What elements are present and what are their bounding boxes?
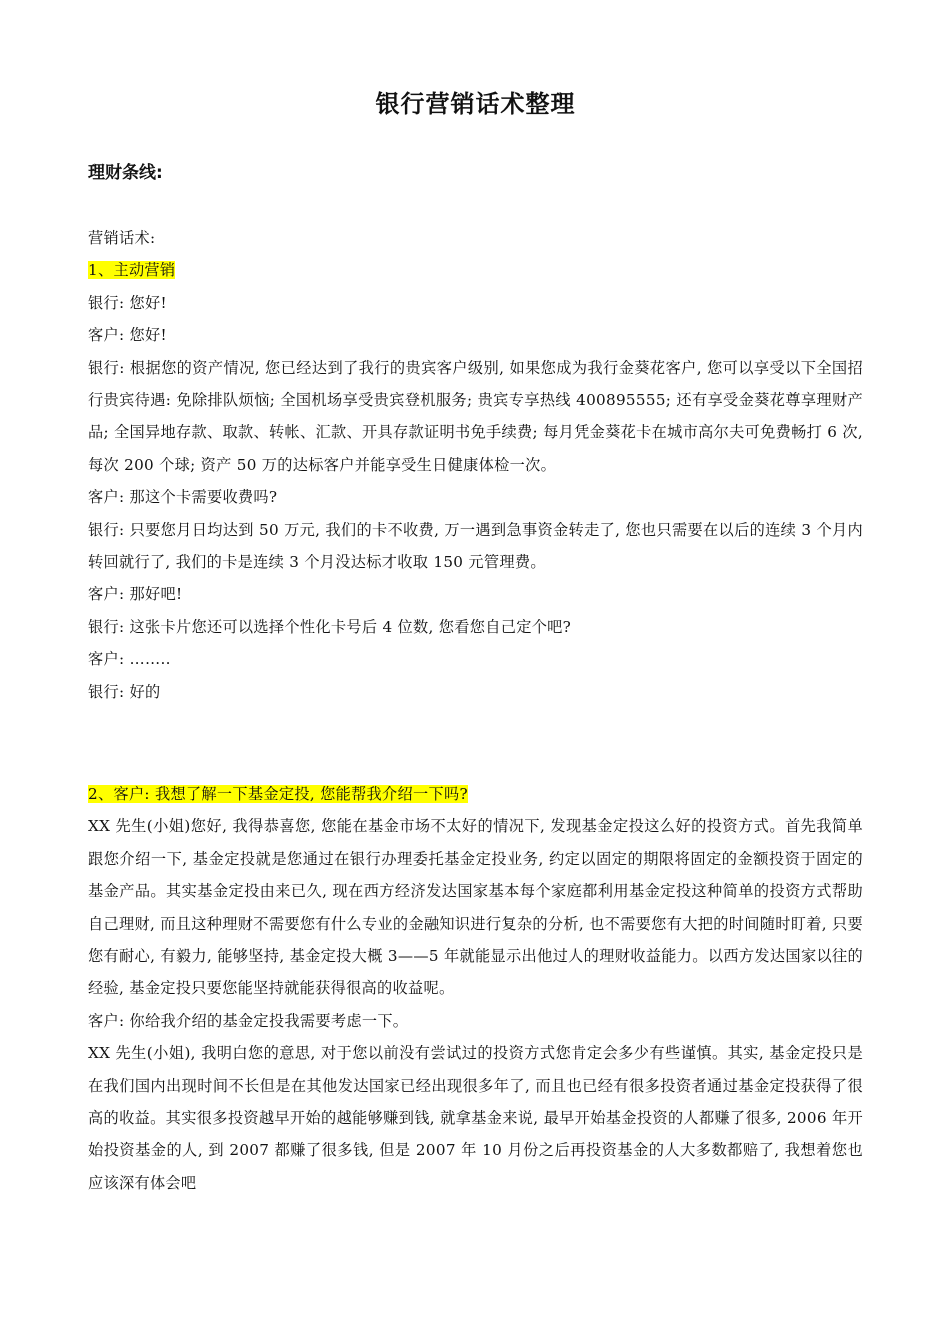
dialogue-line: 客户: 你给我介绍的基金定投我需要考虑一下。 <box>88 1011 409 1030</box>
part1-heading-highlight: 1、主动营销 <box>88 261 176 280</box>
dialogue-line: 客户: …….. <box>88 650 171 669</box>
part2-heading <box>88 778 863 810</box>
document-title: 银行营销话术整理 <box>375 90 576 118</box>
dialogue-line: 银行: 这张卡片您还可以选择个性化卡号后 4 位数, 您看您自己定个吧? <box>88 617 572 636</box>
dialogue-line: 客户: 那这个卡需要收费吗? <box>88 488 278 507</box>
dialogue-line: 客户: 那好吧! <box>88 585 183 604</box>
dialogue-line: 银行: 好的 <box>88 682 161 701</box>
dialogue-line: 银行: 您好! <box>88 293 167 312</box>
part1-block <box>88 222 863 708</box>
part2-heading-highlight: 2、客户: 我想了解一下基金定投, 您能帮我介绍一下吗? <box>88 785 468 803</box>
section-heading: 理财条线: <box>88 163 163 183</box>
dialogue-line: 银行: 根据您的资产情况, 您已经达到了我行的贵宾客户级别, 如果您成为我行金葵花客户, 您可以享受以下全国招行贵宾待遇: 免除排队烦恼; 全国机场享受贵宾登机服务; 贵宾专享热线 400895555; 还有享受金葵花尊享理财产品; 全国异地存款、取款、转帐、汇款、开具存款证明书免手续费; 每月凭金葵花卡在城市高尔夫可免费畅打 6 次, 每次 200 个球; 资产 50 万的达标客户并能享受生日健康体检一次。 <box>88 358 863 474</box>
dialogue-line: 银行: 只要您月日均达到 50 万元, 我们的卡不收费, 万一遇到急事资金转走了, 您也只需要在以后的连续 3 个月内转回就行了, 我们的卡是连续 3 个月没达标才收取 150 元管理费。 <box>88 520 863 572</box>
part1-heading <box>88 254 863 286</box>
dialogue-line: 客户: 您好! <box>88 326 167 345</box>
dialogue-paragraph: XX 先生(小姐)您好, 我得恭喜您, 您能在基金市场不太好的情况下, 发现基金定投这么好的投资方式。首先我简单跟您介绍一下, 基金定投就是您通过在银行办理委托基金定投业务, 约定以固定的期限将固定的金额投资于固定的基金产品。其实基金定投由来已久, 现在西方经济发达国家基本每个家庭都利用基金定投这种简单的投资方式帮助自己理财, 而且这种理财不需要您有什么专业的金融知识进行复杂的分析, 也不需要您有大把的时间随时盯着, 只要您有耐心, 有毅力, 能够坚持, 基金定投大概 3——5 年就能显示出他过人的理财收益能力。以西方发达国家以往的经验, 基金定投只要您能坚持就能获得很高的收益呢。 <box>88 817 863 998</box>
part2-block <box>88 778 863 1199</box>
intro-label: 营销话术: <box>88 229 156 247</box>
dialogue-paragraph: XX 先生(小姐), 我明白您的意思, 对于您以前没有尝试过的投资方式您肯定会多少有些谨慎。其实, 基金定投只是在我们国内出现时间不长但是在其他发达国家已经出现很多年了, 而且也已经有很多投资者通过基金定投获得了很高的收益。其实很多投资越早开始的越能够赚到钱, 就拿基金来说, 最早开始基金投资的人都赚了很多, 2006 年开始投资基金的人, 到 2007 都赚了很多钱, 但是 2007 年 10 月份之后再投资基金的人大多数都赔了, 我想着您也应该深有体会吧 <box>88 1044 863 1192</box>
